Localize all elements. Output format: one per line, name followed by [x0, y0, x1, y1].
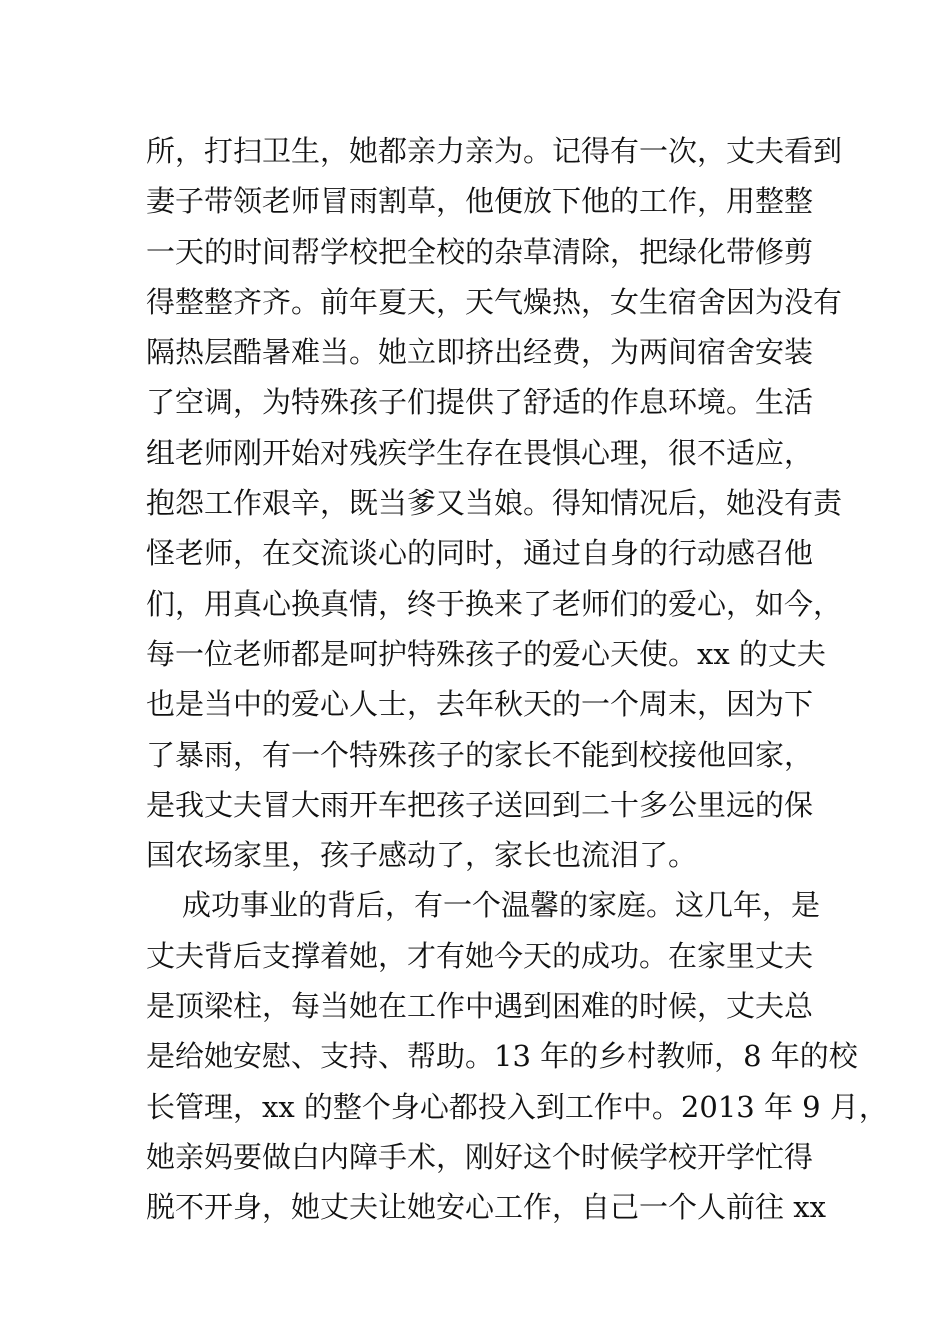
text-line: 隔热层酷暑难当。她立即挤出经费，为两间宿舍安装 — [146, 335, 814, 370]
paragraph-1 — [146, 126, 843, 880]
text-line: 抱怨工作艰辛，既当爹又当娘。得知情况后，她没有责 — [146, 486, 843, 521]
text-line: 怪老师，在交流谈心的同时，通过自身的行动感召他 — [146, 536, 814, 571]
text-line: 了暴雨，有一个特殊孩子的家长不能到校接他回家， — [146, 737, 814, 772]
text-line: 长管理，xx 的整个身心都投入到工作中。2013 年 9 月， — [146, 1089, 888, 1124]
text-line: 脱不开身，她丈夫让她安心工作，自己一个人前往 xx — [146, 1190, 826, 1225]
text-line: 是给她安慰、支持、帮助。13 年的乡村教师，8 年的校 — [146, 1039, 858, 1074]
text-line: 组老师刚开始对残疾学生存在畏惧心理，很不适应， — [146, 435, 814, 470]
text-line: 得整整齐齐。前年夏天，天气燥热，女生宿舍因为没有 — [146, 284, 843, 319]
text-line: 一天的时间帮学校把全校的杂草清除，把绿化带修剪 — [146, 234, 814, 269]
text-line: 国农场家里，孩子感动了，家长也流泪了。 — [146, 838, 698, 873]
text-line: 她亲妈要做白内障手术，刚好这个时候学校开学忙得 — [146, 1139, 814, 1174]
text-line: 成功事业的背后，有一个温馨的家庭。这几年，是 — [182, 888, 821, 923]
text-line: 每一位老师都是呵护特殊孩子的爱心天使。xx 的丈夫 — [146, 636, 826, 671]
text-line: 丈夫背后支撑着她，才有她今天的成功。在家里丈夫 — [146, 938, 814, 973]
text-line: 也是当中的爱心人士，去年秋天的一个周末，因为下 — [146, 687, 814, 722]
document-body — [146, 126, 888, 1233]
text-line: 是顶梁柱，每当她在工作中遇到困难的时候，丈夫总 — [146, 989, 814, 1024]
text-line: 了空调，为特殊孩子们提供了舒适的作息环境。生活 — [146, 385, 814, 420]
text-line: 是我丈夫冒大雨开车把孩子送回到二十多公里远的保 — [146, 787, 814, 822]
text-line: 妻子带领老师冒雨割草，他便放下他的工作，用整整 — [146, 184, 814, 219]
text-line: 所，打扫卫生，她都亲力亲为。记得有一次，丈夫看到 — [146, 134, 843, 168]
paragraph-2 — [146, 880, 888, 1232]
text-line: 们，用真心换真情，终于换来了老师们的爱心，如今， — [146, 586, 843, 621]
